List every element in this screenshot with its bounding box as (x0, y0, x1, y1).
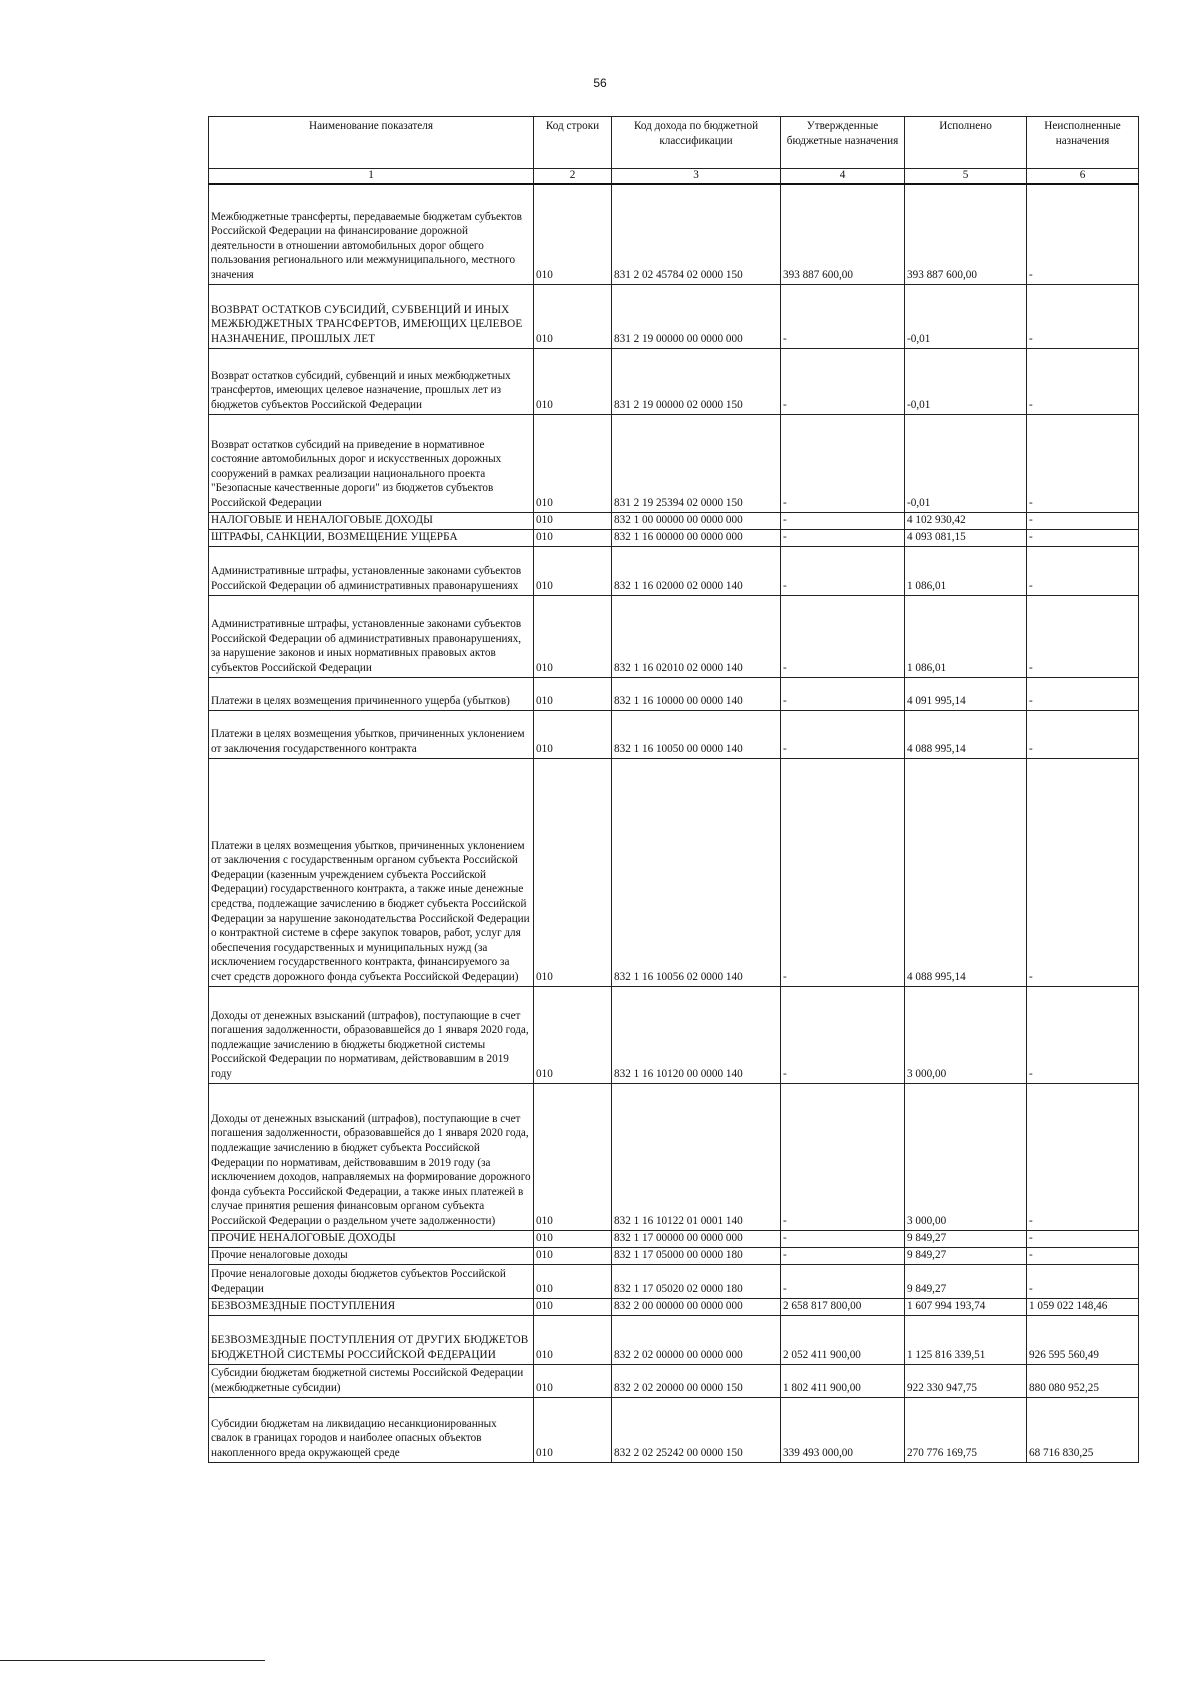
row-code: 010 (534, 284, 612, 348)
column-number: 4 (781, 169, 905, 185)
income-code: 832 1 16 10050 00 0000 140 (612, 710, 781, 758)
approved-amount: 393 887 600,00 (781, 184, 905, 284)
table-row (209, 1083, 1139, 1230)
executed-amount: 1 086,01 (905, 595, 1027, 677)
income-code: 832 1 16 02000 02 0000 140 (612, 546, 781, 595)
indicator-name: Возврат остатков субсидий на приведение в нормативное состояние автомобильных дорог и искусственных дорожных сооружений в рамках реализации национального проекта "Безопасные качественные дороги" из бюджетов субъектов Российской Федерации (209, 414, 534, 512)
indicator-name: БЕЗВОЗМЕЗДНЫЕ ПОСТУПЛЕНИЯ ОТ ДРУГИХ БЮДЖЕТОВ БЮДЖЕТНОЙ СИСТЕМЫ РОССИЙСКОЙ ФЕДЕРАЦИИ (209, 1315, 534, 1364)
unexecuted-amount: 1 059 022 148,46 (1027, 1298, 1139, 1315)
indicator-name: Прочие неналоговые доходы (209, 1247, 534, 1264)
indicator-name: ШТРАФЫ, САНКЦИИ, ВОЗМЕЩЕНИЕ УЩЕРБА (209, 529, 534, 546)
income-code: 832 1 16 10122 01 0001 140 (612, 1083, 781, 1230)
row-code: 010 (534, 1397, 612, 1462)
row-code: 010 (534, 184, 612, 284)
table-row (209, 710, 1139, 758)
income-code: 832 1 16 10120 00 0000 140 (612, 986, 781, 1083)
income-code: 832 2 02 25242 00 0000 150 (612, 1397, 781, 1462)
executed-amount: -0,01 (905, 284, 1027, 348)
table-row (209, 1397, 1139, 1462)
income-code: 831 2 02 45784 02 0000 150 (612, 184, 781, 284)
row-code: 010 (534, 512, 612, 529)
column-number: 5 (905, 169, 1027, 185)
unexecuted-amount: 880 080 952,25 (1027, 1364, 1139, 1397)
indicator-name: ПРОЧИЕ НЕНАЛОГОВЫЕ ДОХОДЫ (209, 1230, 534, 1247)
approved-amount: - (781, 546, 905, 595)
indicator-name: Платежи в целях возмещения причиненного ущерба (убытков) (209, 677, 534, 710)
indicator-name: Доходы от денежных взысканий (штрафов), поступающие в счет погашения задолженности, образовавшейся до 1 января 2020 года, подлежащие зачислению в бюджеты бюджетной системы Российской Федерации по нормативам, действовавшим в 2019 году (209, 986, 534, 1083)
header-unexecuted: Неисполненные назначения (1027, 117, 1139, 169)
header-name: Наименование показателя (209, 117, 534, 169)
indicator-name: Административные штрафы, установленные законами субъектов Российской Федерации об административных правонарушениях, за нарушение законов и иных нормативных правовых актов субъектов Российской Федерации (209, 595, 534, 677)
executed-amount: 4 091 995,14 (905, 677, 1027, 710)
page-number: 56 (593, 76, 607, 90)
table-row (209, 546, 1139, 595)
unexecuted-amount: - (1027, 184, 1139, 284)
unexecuted-amount: 926 595 560,49 (1027, 1315, 1139, 1364)
unexecuted-amount: - (1027, 348, 1139, 414)
approved-amount: - (781, 710, 905, 758)
executed-amount: 9 849,27 (905, 1264, 1027, 1298)
table-row (209, 595, 1139, 677)
table-row (209, 1230, 1139, 1247)
table-row (209, 284, 1139, 348)
table-row (209, 758, 1139, 986)
executed-amount: 1 086,01 (905, 546, 1027, 595)
indicator-name: ВОЗВРАТ ОСТАТКОВ СУБСИДИЙ, СУБВЕНЦИЙ И ИНЫХ МЕЖБЮДЖЕТНЫХ ТРАНСФЕРТОВ, ИМЕЮЩИХ ЦЕЛЕВОЕ НАЗНАЧЕНИЕ, ПРОШЛЫХ ЛЕТ (209, 284, 534, 348)
executed-amount: 270 776 169,75 (905, 1397, 1027, 1462)
indicator-name: Субсидии бюджетам на ликвидацию несанкционированных свалок в границах городов и наиболее опасных объектов накопленного вреда окружающей среде (209, 1397, 534, 1462)
unexecuted-amount: - (1027, 546, 1139, 595)
column-number: 3 (612, 169, 781, 185)
unexecuted-amount: - (1027, 595, 1139, 677)
indicator-name: Межбюджетные трансферты, передаваемые бюджетам субъектов Российской Федерации на финансирование дорожной деятельности в отношении автомобильных дорог общего пользования регионального или межмуниципального, местного значения (209, 184, 534, 284)
indicator-name: НАЛОГОВЫЕ И НЕНАЛОГОВЫЕ ДОХОДЫ (209, 512, 534, 529)
approved-amount: - (781, 1247, 905, 1264)
income-code: 831 2 19 00000 02 0000 150 (612, 348, 781, 414)
executed-amount: 9 849,27 (905, 1230, 1027, 1247)
income-code: 832 1 16 10000 00 0000 140 (612, 677, 781, 710)
income-code: 832 1 17 05020 02 0000 180 (612, 1264, 781, 1298)
row-code: 010 (534, 1298, 612, 1315)
income-code: 832 2 02 20000 00 0000 150 (612, 1364, 781, 1397)
approved-amount: - (781, 414, 905, 512)
executed-amount: 4 102 930,42 (905, 512, 1027, 529)
row-code: 010 (534, 348, 612, 414)
approved-amount: - (781, 512, 905, 529)
row-code: 010 (534, 546, 612, 595)
table-row (209, 512, 1139, 529)
table-row (209, 529, 1139, 546)
income-code: 832 1 16 00000 00 0000 000 (612, 529, 781, 546)
column-number: 1 (209, 169, 534, 185)
row-code: 010 (534, 1315, 612, 1364)
table-row (209, 1247, 1139, 1264)
unexecuted-amount: - (1027, 710, 1139, 758)
indicator-name: Доходы от денежных взысканий (штрафов), поступающие в счет погашения задолженности, образовавшейся до 1 января 2020 года, подлежащие зачислению в бюджет субъекта Российской Федерации по нормативам, действовавшим в 2019 году (за исключением доходов, направляемых на формирование дорожного фонда субъекта Российской Федерации, а также иных платежей в случае принятия решения финансовым органом субъекта Российской Федерации о раздельном учете задолженности) (209, 1083, 534, 1230)
approved-amount: - (781, 284, 905, 348)
indicator-name: Платежи в целях возмещения убытков, причиненных уклонением от заключения государственного контракта (209, 710, 534, 758)
row-code: 010 (534, 1247, 612, 1264)
unexecuted-amount: - (1027, 284, 1139, 348)
unexecuted-amount: - (1027, 986, 1139, 1083)
table-row (209, 1364, 1139, 1397)
approved-amount: 2 052 411 900,00 (781, 1315, 905, 1364)
income-code: 832 1 17 05000 00 0000 180 (612, 1247, 781, 1264)
header-executed: Исполнено (905, 117, 1027, 169)
column-number-row (209, 169, 1139, 185)
income-code: 832 1 16 02010 02 0000 140 (612, 595, 781, 677)
approved-amount: - (781, 758, 905, 986)
approved-amount: 339 493 000,00 (781, 1397, 905, 1462)
row-code: 010 (534, 677, 612, 710)
executed-amount: 4 093 081,15 (905, 529, 1027, 546)
table-row (209, 1298, 1139, 1315)
column-number: 2 (534, 169, 612, 185)
unexecuted-amount: - (1027, 1264, 1139, 1298)
column-number: 6 (1027, 169, 1139, 185)
unexecuted-amount: - (1027, 1230, 1139, 1247)
indicator-name: Платежи в целях возмещения убытков, причиненных уклонением от заключения с государственным органом субъекта Российской Федерации (казенным учреждением субъекта Российской Федерации) государственного контракта, а также иные денежные средства, подлежащие зачислению в бюджет субъекта Российской Федерации за нарушение законодательства Российской Федерации о контрактной системе в сфере закупок товаров, работ, услуг для обеспечения государственных и муниципальных нужд (за исключением государственного контракта, финансируемого за счет средств дорожного фонда субъекта Российской Федерации) (209, 758, 534, 986)
budget-execution-table (208, 116, 1139, 1463)
table-row (209, 184, 1139, 284)
approved-amount: - (781, 677, 905, 710)
approved-amount: - (781, 348, 905, 414)
approved-amount: - (781, 529, 905, 546)
income-code: 832 1 17 00000 00 0000 000 (612, 1230, 781, 1247)
row-code: 010 (534, 529, 612, 546)
table-row (209, 677, 1139, 710)
income-code: 832 2 00 00000 00 0000 000 (612, 1298, 781, 1315)
executed-amount: -0,01 (905, 414, 1027, 512)
row-code: 010 (534, 1230, 612, 1247)
header-income-code: Код дохода по бюджетной классификации (612, 117, 781, 169)
unexecuted-amount: - (1027, 1247, 1139, 1264)
approved-amount: - (781, 595, 905, 677)
table-row (209, 986, 1139, 1083)
executed-amount: 922 330 947,75 (905, 1364, 1027, 1397)
indicator-name: Административные штрафы, установленные законами субъектов Российской Федерации об административных правонарушениях (209, 546, 534, 595)
income-code: 832 2 02 00000 00 0000 000 (612, 1315, 781, 1364)
executed-amount: 4 088 995,14 (905, 758, 1027, 986)
table-row (209, 348, 1139, 414)
unexecuted-amount: 68 716 830,25 (1027, 1397, 1139, 1462)
executed-amount: 1 607 994 193,74 (905, 1298, 1027, 1315)
executed-amount: 1 125 816 339,51 (905, 1315, 1027, 1364)
row-code: 010 (534, 414, 612, 512)
approved-amount: 2 658 817 800,00 (781, 1298, 905, 1315)
executed-amount: 4 088 995,14 (905, 710, 1027, 758)
unexecuted-amount: - (1027, 529, 1139, 546)
executed-amount: 393 887 600,00 (905, 184, 1027, 284)
income-code: 831 2 19 00000 00 0000 000 (612, 284, 781, 348)
executed-amount: 3 000,00 (905, 1083, 1027, 1230)
unexecuted-amount: - (1027, 758, 1139, 986)
approved-amount: - (781, 1264, 905, 1298)
row-code: 010 (534, 758, 612, 986)
executed-amount: 9 849,27 (905, 1247, 1027, 1264)
approved-amount: 1 802 411 900,00 (781, 1364, 905, 1397)
row-code: 010 (534, 986, 612, 1083)
income-code: 832 1 16 10056 02 0000 140 (612, 758, 781, 986)
income-code: 831 2 19 25394 02 0000 150 (612, 414, 781, 512)
header-approved: Утвержденные бюджетные назначения (781, 117, 905, 169)
income-code: 832 1 00 00000 00 0000 000 (612, 512, 781, 529)
executed-amount: 3 000,00 (905, 986, 1027, 1083)
header-row (209, 117, 1139, 169)
approved-amount: - (781, 986, 905, 1083)
unexecuted-amount: - (1027, 1083, 1139, 1230)
table-row (209, 1264, 1139, 1298)
unexecuted-amount: - (1027, 414, 1139, 512)
indicator-name: Возврат остатков субсидий, субвенций и иных межбюджетных трансфертов, имеющих целевое назначение, прошлых лет из бюджетов субъектов Российской Федерации (209, 348, 534, 414)
unexecuted-amount: - (1027, 677, 1139, 710)
row-code: 010 (534, 710, 612, 758)
table-row (209, 414, 1139, 512)
indicator-name: Прочие неналоговые доходы бюджетов субъектов Российской Федерации (209, 1264, 534, 1298)
footnote-divider (0, 1660, 265, 1661)
approved-amount: - (781, 1230, 905, 1247)
row-code: 010 (534, 1364, 612, 1397)
row-code: 010 (534, 595, 612, 677)
row-code: 010 (534, 1264, 612, 1298)
indicator-name: БЕЗВОЗМЕЗДНЫЕ ПОСТУПЛЕНИЯ (209, 1298, 534, 1315)
unexecuted-amount: - (1027, 512, 1139, 529)
table-row (209, 1315, 1139, 1364)
row-code: 010 (534, 1083, 612, 1230)
header-row-code: Код строки (534, 117, 612, 169)
approved-amount: - (781, 1083, 905, 1230)
executed-amount: -0,01 (905, 348, 1027, 414)
indicator-name: Субсидии бюджетам бюджетной системы Российской Федерации (межбюджетные субсидии) (209, 1364, 534, 1397)
